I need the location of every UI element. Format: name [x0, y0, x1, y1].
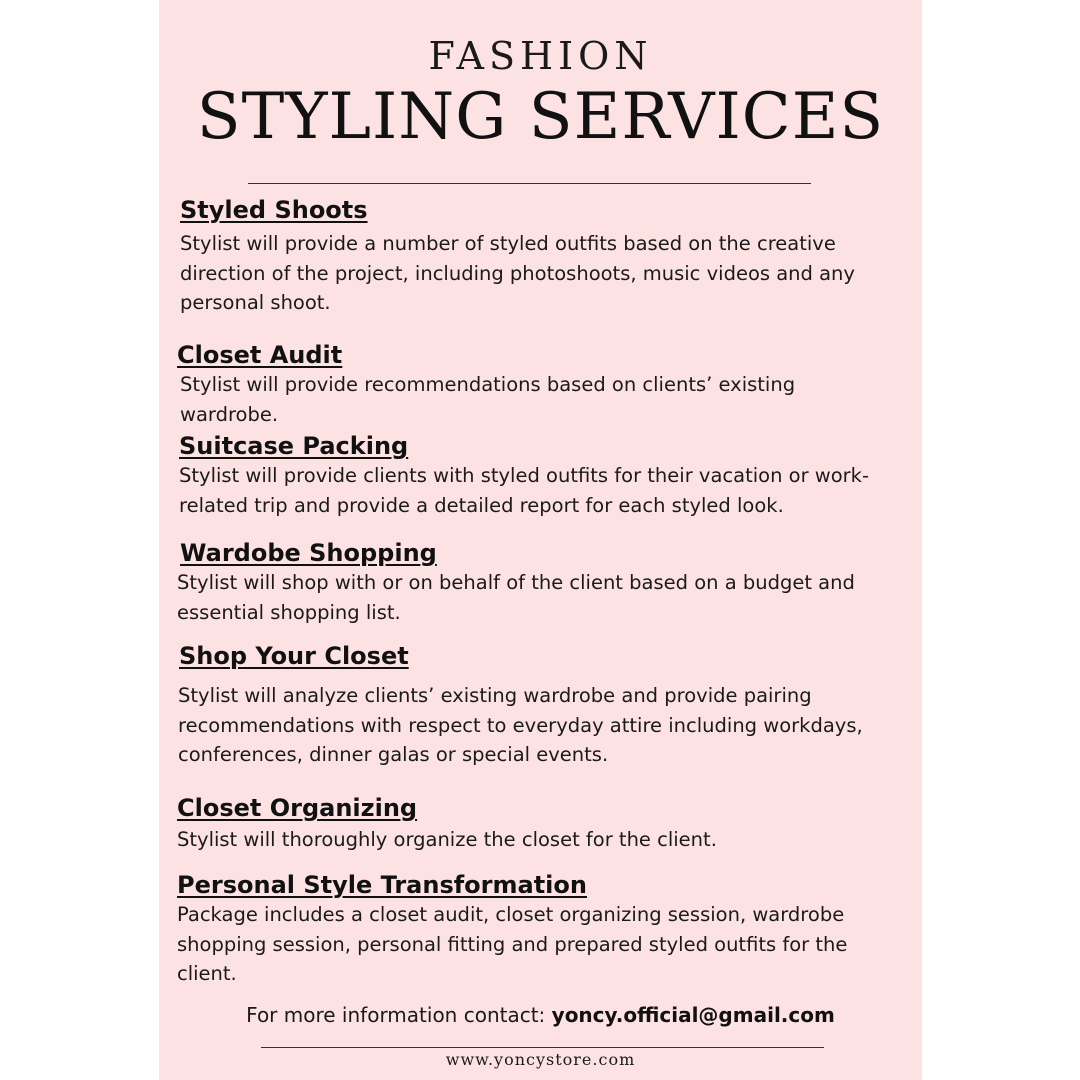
service-title: Closet Organizing [177, 794, 418, 822]
bottom-divider [261, 1047, 824, 1048]
contact-label: For more information contact: [246, 1003, 552, 1027]
page-title: STYLING SERVICES [196, 80, 885, 154]
service-wardrobe-shopping [177, 538, 905, 627]
service-shop-your-closet [179, 641, 899, 770]
service-title: Suitcase Packing [179, 432, 409, 460]
service-description: Stylist will analyze clients’ existing wardrobe and provide pairing recommendations with respect to everyday attire including workdays, conferences, dinner galas or special events. [178, 684, 863, 766]
top-divider [248, 183, 811, 184]
service-styled-shoots [180, 195, 900, 318]
service-title: Closet Audit [177, 341, 343, 369]
service-description: Stylist will provide recommendations based on clients’ existing wardrobe. [180, 373, 796, 426]
service-closet-audit [177, 340, 897, 429]
service-description: Stylist will provide a number of styled outfits based on the creative direction of the project, including photoshoots, music videos and any personal shoot. [180, 232, 855, 314]
service-title: Shop Your Closet [179, 642, 409, 670]
service-suitcase-packing [179, 431, 899, 520]
service-description: Stylist will provide clients with styled outfits for their vacation or work-related trip and provide a detailed report for each styled look. [179, 464, 870, 517]
header-eyebrow: FASHION [428, 34, 653, 78]
service-title: Wardobe Shopping [180, 539, 437, 567]
service-title: Personal Style Transformation [177, 871, 587, 899]
service-description: Package includes a closet audit, closet organizing session, wardrobe shopping session, personal fitting and prepared styled outfits for the client. [177, 903, 848, 985]
service-description: Stylist will thoroughly organize the closet for the client. [177, 828, 717, 851]
contact-email[interactable]: yoncy.official@gmail.com [551, 1003, 835, 1027]
contact-line [159, 1003, 922, 1027]
website-url[interactable]: www.yoncystore.com [445, 1050, 636, 1069]
service-description: Stylist will shop with or on behalf of the client based on a budget and essential shopping list. [177, 571, 855, 624]
service-closet-organizing [177, 793, 897, 855]
service-personal-style-transformation [177, 870, 905, 989]
service-title: Styled Shoots [180, 196, 368, 224]
flyer-sheet [159, 0, 922, 1080]
